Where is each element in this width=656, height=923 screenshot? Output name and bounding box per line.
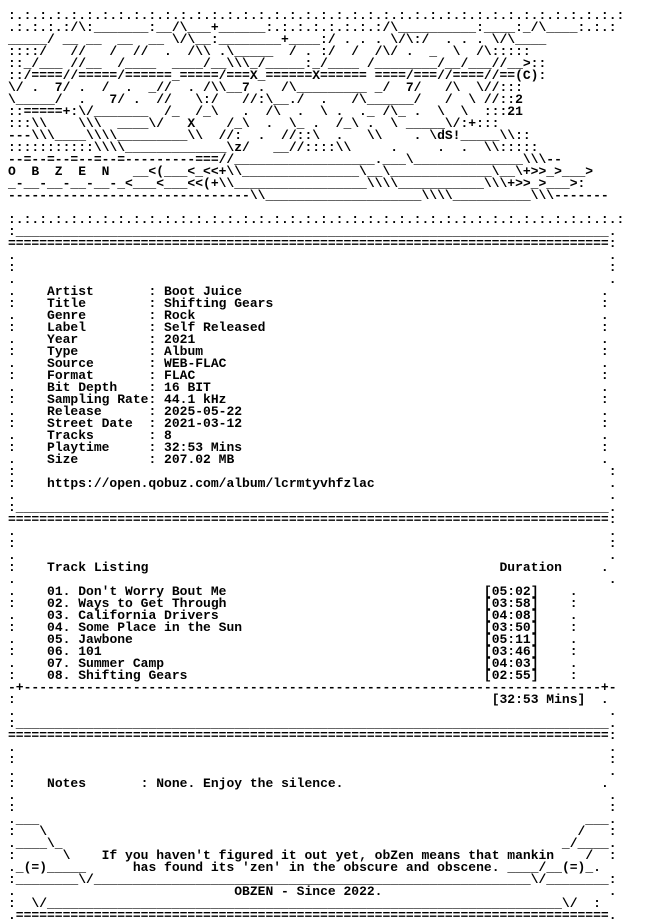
info-value: Album bbox=[164, 344, 601, 359]
info-row: . Genre : Rock . bbox=[8, 308, 609, 323]
frame-line: . . bbox=[8, 572, 617, 587]
track-title: Jawbone bbox=[78, 632, 484, 647]
track-row: : 04. Some Place in the Sun [03:50] : bbox=[8, 620, 578, 635]
footer-art: .============================================================================. bbox=[8, 908, 617, 923]
rule-line: =============================================================================: bbox=[8, 236, 617, 251]
track-title: Shifting Gears bbox=[78, 668, 484, 683]
info-value: Boot Juice bbox=[164, 284, 601, 299]
info-key: Bit Depth bbox=[47, 380, 149, 395]
url-row: : https://open.qobuz.com/album/lcrmtyvhfzlac . bbox=[8, 476, 617, 491]
info-key: Genre bbox=[47, 308, 149, 323]
info-row: : Sampling Rate: 44.1 kHz : bbox=[8, 392, 609, 407]
info-row: : Label : Self Released : bbox=[8, 320, 609, 335]
track-listing-heading: Track Listing bbox=[47, 560, 500, 575]
track-title: Some Place in the Sun bbox=[78, 620, 484, 635]
info-key: Type bbox=[47, 344, 149, 359]
banner-art: --=--=--=--=--=---------===//__________________.___\______________\\\-- bbox=[8, 152, 562, 167]
info-row: : Playtime : 32:53 Mins : bbox=[8, 440, 609, 455]
info-key: Playtime bbox=[47, 440, 149, 455]
frame-line: . . bbox=[8, 740, 617, 755]
frame-line: . . bbox=[8, 248, 617, 263]
track-title: Don't Worry Bout Me bbox=[78, 584, 484, 599]
info-row: : Format : FLAC : bbox=[8, 368, 609, 383]
tagline: OBZEN - Since 2022. bbox=[234, 884, 609, 899]
album-url: https://open.qobuz.com/album/lcrmtyvhfzlac bbox=[47, 476, 609, 491]
info-row: : Street Date : 2021-03-12 : bbox=[8, 416, 609, 431]
banner-art: \/ . 7/ . / . _// . /\\__7 . /\_________ _/ 7/ /\ \//::: bbox=[8, 80, 523, 95]
info-value: 32:53 Mins bbox=[164, 440, 601, 455]
track-row: : 02. Ways to Get Through [03:58] : bbox=[8, 596, 578, 611]
info-value: 44.1 kHz bbox=[164, 392, 601, 407]
track-duration: [04:08] bbox=[483, 608, 562, 623]
track-title: Ways to Get Through bbox=[78, 596, 484, 611]
track-title: California Drivers bbox=[78, 608, 484, 623]
footer-art: : \/__________________________________________________________________\/ : bbox=[8, 896, 601, 911]
banner-art: ::=====+:\/_______ /_ /_\ . /\ . \ . ._ /\_ . \ \ :::21 bbox=[8, 104, 523, 119]
track-number: 04. bbox=[47, 620, 79, 635]
track-header: : Track Listing Duration . bbox=[8, 560, 609, 575]
info-value: WEB-FLAC bbox=[164, 356, 601, 371]
tagline-row: . OBZEN - Since 2022. . bbox=[8, 884, 617, 899]
track-number: 07. bbox=[47, 656, 79, 671]
rule-line: =============================================================================: bbox=[8, 512, 617, 527]
track-number: 06. bbox=[47, 644, 79, 659]
footer-art: :________\/________________________________________________________\/________: bbox=[8, 872, 617, 887]
rule-line: :____________________________________________________________________________. bbox=[8, 224, 617, 239]
info-value: Rock bbox=[164, 308, 601, 323]
frame-line: : : bbox=[8, 464, 617, 479]
track-title: 101 bbox=[78, 644, 484, 659]
total-row: : [32:53 Mins] . bbox=[8, 692, 609, 707]
ascii-banner bbox=[8, 10, 624, 250]
footer-line: : \ If you haven't figured it out yet, obZen means that mankin / : bbox=[8, 848, 617, 863]
info-key: Title bbox=[47, 296, 149, 311]
info-row: : Title : Shifting Gears : bbox=[8, 296, 609, 311]
info-section bbox=[8, 250, 624, 526]
info-key: Year bbox=[47, 332, 149, 347]
info-key: Artist bbox=[47, 284, 149, 299]
frame-line: : : bbox=[8, 752, 617, 767]
info-row: . Source : WEB-FLAC . bbox=[8, 356, 609, 371]
info-key: Sampling Rate bbox=[47, 392, 149, 407]
banner-art: -------------------------------\\____________________\\\\__________\\\------- bbox=[8, 188, 609, 203]
notes-row: : Notes : None. Enjoy the silence. . bbox=[8, 776, 609, 791]
notes-label: Notes bbox=[47, 776, 141, 791]
banner-art: ::/====//=====/======_=====/===X_======X====== ====/===//====//==(C): bbox=[8, 68, 547, 83]
frame-line: . . bbox=[8, 788, 617, 803]
track-row: . 05. Jawbone [05:11] . bbox=[8, 632, 578, 647]
right-emblem: (=) bbox=[561, 860, 586, 875]
track-number: 05. bbox=[47, 632, 79, 647]
info-key: Format bbox=[47, 368, 149, 383]
banner-art-line bbox=[8, 190, 624, 202]
track-row: . 01. Don't Worry Bout Me [05:02] . bbox=[8, 584, 578, 599]
footer-art: : \ / : bbox=[8, 824, 617, 839]
nfo-document bbox=[8, 10, 624, 922]
track-number: 01. bbox=[47, 584, 79, 599]
footer-text-line-1: If you haven't figured it out yet, obZen means that mankin bbox=[101, 848, 555, 863]
track-duration: [02:55] bbox=[483, 668, 562, 683]
banner-art: :.:.:.:.:.:.:.:.:.:.:.:.:.:.:.:.:.:.:.:.:.:.:.:.:.:.:.:.:.:.:.:.:.:.:.:.:.:.:.: bbox=[8, 8, 625, 23]
frame-line: . . bbox=[8, 488, 617, 503]
info-value: 2021-03-12 bbox=[164, 416, 601, 431]
track-duration: [05:11] bbox=[483, 632, 562, 647]
info-value: 207.02 MB bbox=[164, 452, 601, 467]
total-playtime: [32:53 Mins] bbox=[491, 692, 586, 707]
banner-art: .:.:.:.:/\:_______:__/\___+______:.:.:.:.:.:.:.:/\__________:____:_/\____:.:.: bbox=[8, 20, 617, 35]
track-number: 02. bbox=[47, 596, 79, 611]
frame-line: : : bbox=[8, 536, 617, 551]
frame-line: . . bbox=[8, 704, 617, 719]
rule-line: :____________________________________________________________________________. bbox=[8, 500, 617, 515]
footer-line: ._(=)_____ has found its 'zen' in the obscure and obscene. ____/__(=)_. bbox=[8, 860, 601, 875]
info-row: . Year : 2021 . bbox=[8, 332, 609, 347]
info-key: Street Date bbox=[47, 416, 149, 431]
info-key: Release bbox=[47, 404, 149, 419]
info-value: 2025-05-22 bbox=[164, 404, 601, 419]
footer-text-line-2: has found its 'zen' in the obscure and obscene. bbox=[132, 860, 500, 875]
banner-art: \_____/ . 7/ . // \:/ //:\__./ . /\______/ / \ //::2 bbox=[8, 92, 523, 107]
frame-line: : : bbox=[8, 260, 617, 275]
info-key: Label bbox=[47, 320, 149, 335]
info-value: 16 BIT bbox=[164, 380, 601, 395]
track-row: : 08. Shifting Gears [02:55] : bbox=[8, 668, 578, 683]
frame-line: . . bbox=[8, 764, 617, 779]
track-row: : 06. 101 [03:46] : bbox=[8, 644, 578, 659]
tracks-section bbox=[8, 526, 624, 742]
track-duration: [04:03] bbox=[483, 656, 562, 671]
footer-art: .___ ___. bbox=[8, 812, 617, 827]
info-row: : Type : Album : bbox=[8, 344, 609, 359]
frame-line: : : bbox=[8, 800, 617, 815]
banner-art: O B Z E N __<(___<_<<+\\_______________\__\_____________\__\+>>_>___> bbox=[8, 164, 594, 179]
rule-line: -+--------------------------------------------------------------------------+- bbox=[8, 680, 617, 695]
track-duration: [03:50] bbox=[483, 620, 562, 635]
notes-section bbox=[8, 742, 624, 814]
info-value: 8 bbox=[164, 428, 601, 443]
rule-line: :____________________________________________________________________________. bbox=[8, 716, 617, 731]
frame-line: . . bbox=[8, 548, 617, 563]
track-row: . 07. Summer Camp [04:03] . bbox=[8, 656, 578, 671]
footer-art: .____\_ _/____. bbox=[8, 836, 617, 851]
track-duration: [03:58] bbox=[483, 596, 562, 611]
info-row: . Tracks : 8 . bbox=[8, 428, 609, 443]
banner-art: ::_/___ //__ /____ ____/__\\\_/_____:_/____ /________/__/___//__>:: bbox=[8, 56, 547, 71]
duration-heading: Duration bbox=[499, 560, 601, 575]
info-value: Shifting Gears bbox=[164, 296, 601, 311]
info-value: 2021 bbox=[164, 332, 601, 347]
frame-line: . . bbox=[8, 524, 617, 539]
banner-art: ---\\\____\\\\_________\\ //: . //::\ . \\ . \dS!_____\\:: bbox=[8, 128, 531, 143]
banner-art: ::::/ // / // . /\\ .\_____ / . :/ / /\/ . _ \ /\::::: bbox=[8, 44, 531, 59]
frame-line: . . bbox=[8, 272, 617, 287]
info-row: . Size : 207.02 MB . bbox=[8, 452, 609, 467]
frame-line: :.:.:.:.:.:.:.:.:.:.:.:.:.:.:.:.:.:.:.:.:.:.:.:.:.:.:.:.:.:.:.:.:.:.:.:.:.:.:.: bbox=[8, 212, 625, 227]
info-value: FLAC bbox=[164, 368, 601, 383]
track-duration: [05:02] bbox=[483, 584, 562, 599]
info-row: . Release : 2025-05-22 . bbox=[8, 404, 609, 419]
banner-art: _-__-__-__-__-_<___<___<<(+\\_________________\\\\___________\\\+>>_>___>: bbox=[8, 176, 586, 191]
info-row: . Bit Depth : 16 BIT . bbox=[8, 380, 609, 395]
info-key: Source bbox=[47, 356, 149, 371]
track-number: 03. bbox=[47, 608, 79, 623]
info-row: . Artist : Boot Juice . bbox=[8, 284, 609, 299]
left-emblem: (=) bbox=[23, 860, 48, 875]
info-key: Size bbox=[47, 452, 149, 467]
track-duration: [03:46] bbox=[483, 644, 562, 659]
info-value: Self Released bbox=[164, 320, 601, 335]
notes-text: None. Enjoy the silence. bbox=[156, 776, 601, 791]
banner-art: :::::::::::\\\\_____________\z/ __//::::\\ . . . \\::::: bbox=[8, 140, 539, 155]
track-number: 08. bbox=[47, 668, 79, 683]
info-key: Tracks bbox=[47, 428, 149, 443]
track-row: . 03. California Drivers [04:08] . bbox=[8, 608, 578, 623]
footer-section bbox=[8, 814, 624, 922]
banner-art: :::\\ \\\ ____\/ X /_\ . \_ . /_\ . \ _____\/:+::: bbox=[8, 116, 500, 131]
rule-line: =============================================================================: bbox=[8, 728, 617, 743]
track-title: Summer Camp bbox=[78, 656, 484, 671]
banner-art: _____/ __ __ __ __ \/\__:________+____:/ . . . \/\:/ . . . \/\____ bbox=[8, 32, 547, 47]
